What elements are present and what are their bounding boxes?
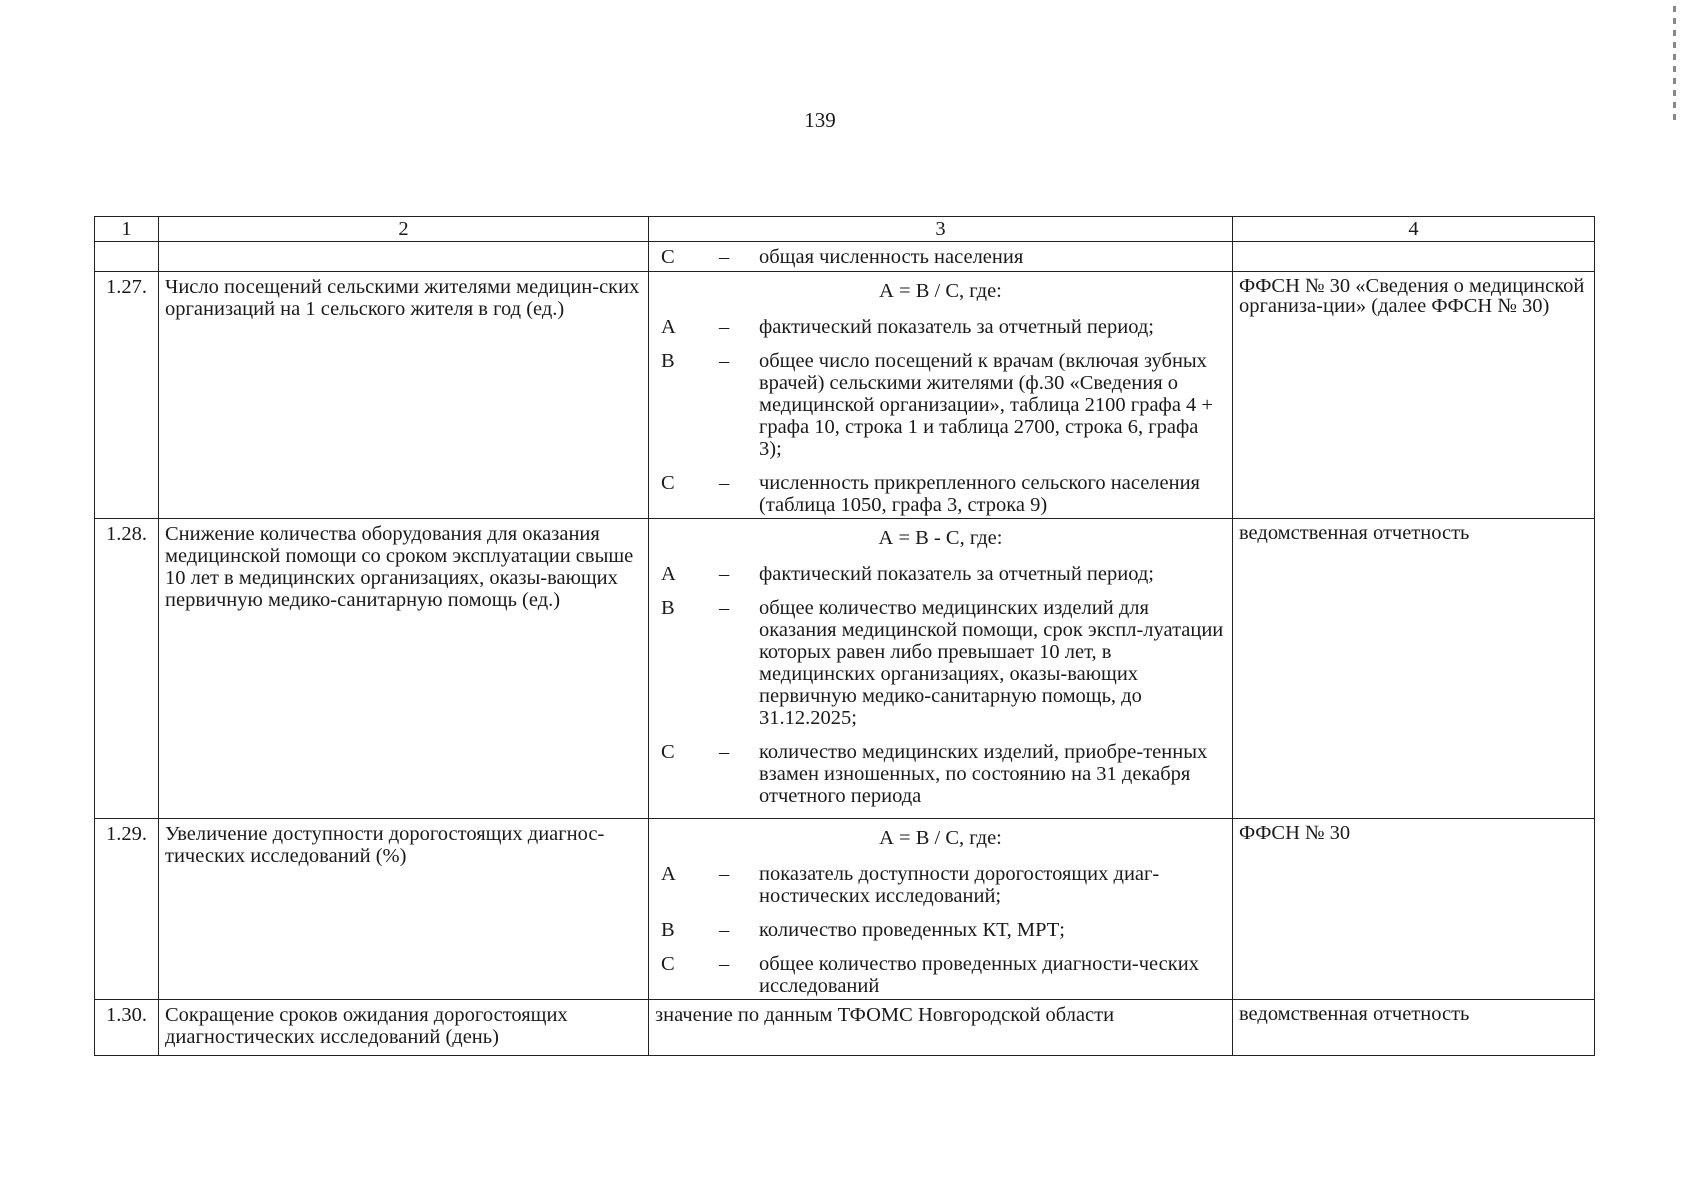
indicator-name: Снижение количества оборудования для оказания медицинской помощи со сроком эксплуатации свыше 10 лет в медицинских организациях, оказы-вающих первичную медико-санитарную помощь (ед.) [159,519,649,819]
method-text: значение по данным ТФОМС Новгородской области [655,1004,1115,1026]
variable-symbol: С [661,741,675,763]
page-number: 139 [804,108,836,132]
indicator-number: 1.28. [95,519,159,819]
formula: А = В - С, где: [878,527,1003,549]
indicator-table [94,216,1595,1056]
variable-symbol: В [661,597,675,619]
calculation-method [649,519,1233,819]
variable-dash: – [719,472,730,494]
table-row [95,1000,1595,1056]
variable-symbol: С [661,953,675,975]
variable-dash: – [719,316,730,338]
variable-definition [655,350,1226,460]
data-source [1233,242,1595,272]
variable-symbol: В [661,919,675,941]
variable-definition [655,316,1226,338]
variable-dash: – [719,863,730,885]
variable-symbol: А [661,563,676,585]
variable-description: показатель доступности дорогостоящих диаг-ностических исследований; [759,863,1160,907]
indicator-name [159,242,649,272]
variable-definition [655,597,1226,729]
calculation-method [649,272,1233,519]
variable-dash: – [719,741,730,763]
table-row [95,242,1595,272]
variable-definition [655,953,1226,997]
variable-definition [655,919,1226,941]
column-header: 4 [1233,217,1595,242]
data-source: ведомственная отчетность [1233,519,1595,819]
variable-dash: – [719,953,730,975]
indicator-number: 1.29. [95,819,159,1000]
variable-description: общее количество медицинских изделий для оказания медицинской помощи, срок экспл-луатации которых равен либо превышает 10 лет, в медицинских организациях, оказы-вающих первичную медико-санитарную помощь, до 31.12.2025; [759,597,1224,729]
variable-symbol: С [661,472,675,494]
table-row [95,519,1595,819]
variable-dash: – [719,919,730,941]
table-row [95,272,1595,519]
indicator-name: Увеличение доступности дорогостоящих диагнос-тических исследований (%) [159,819,649,1000]
variable-description: общее количество проведенных диагности-ческих исследований [759,953,1199,997]
column-header: 1 [95,217,159,242]
variable-description: фактический показатель за отчетный период; [759,563,1154,585]
data-source: ФФСН № 30 «Сведения о медицинской организа-ции» (далее ФФСН № 30) [1233,272,1595,519]
calculation-method [649,1000,1233,1056]
variable-definition [655,246,1226,268]
variable-definition [655,863,1226,907]
variable-dash: – [719,563,730,585]
calculation-method [649,819,1233,1000]
variable-symbol: С [661,246,675,268]
variable-dash: – [719,597,730,619]
variable-dash: – [719,246,730,268]
variable-description: общее число посещений к врачам (включая зубных врачей) сельскими жителями (ф.30 «Сведения о медицинской организации», таблица 2100 графа 4 + графа 10, строка 1 и таблица 2700, строка 6, графа 3); [759,350,1213,460]
table-row [95,819,1595,1000]
variable-description: количество проведенных КТ, МРТ; [759,919,1065,941]
indicator-name: Число посещений сельскими жителями медицин-ских организаций на 1 сельского жителя в год (ед.) [159,272,649,519]
indicator-number: 1.27. [95,272,159,519]
indicator-name: Сокращение сроков ожидания дорогостоящих диагностических исследований (день) [159,1000,649,1056]
variable-definition [655,741,1226,807]
formula: А = В / С, где: [879,280,1002,302]
variable-description: общая численность населения [759,246,1024,268]
column-number-row [95,217,1595,242]
variable-description: численность прикрепленного сельского населения (таблица 1050, графа 3, строка 9) [759,472,1200,516]
column-header: 2 [159,217,649,242]
data-source: ФФСН № 30 [1233,819,1595,1000]
variable-symbol: В [661,350,675,372]
variable-symbol: А [661,316,676,338]
variable-symbol: А [661,863,676,885]
variable-definition [655,472,1226,516]
indicator-number [95,242,159,272]
variable-dash: – [719,350,730,372]
data-source: ведомственная отчетность [1233,1000,1595,1056]
scan-margin-marks [1673,0,1679,240]
variable-description: фактический показатель за отчетный период; [759,316,1154,338]
calculation-method [649,242,1233,272]
variable-description: количество медицинских изделий, приобре-тенных взамен изношенных, по состоянию на 31 декабря отчетного периода [759,741,1208,807]
indicator-number: 1.30. [95,1000,159,1056]
formula: А = В / С, где: [879,827,1002,849]
variable-definition [655,563,1226,585]
column-header: 3 [649,217,1233,242]
